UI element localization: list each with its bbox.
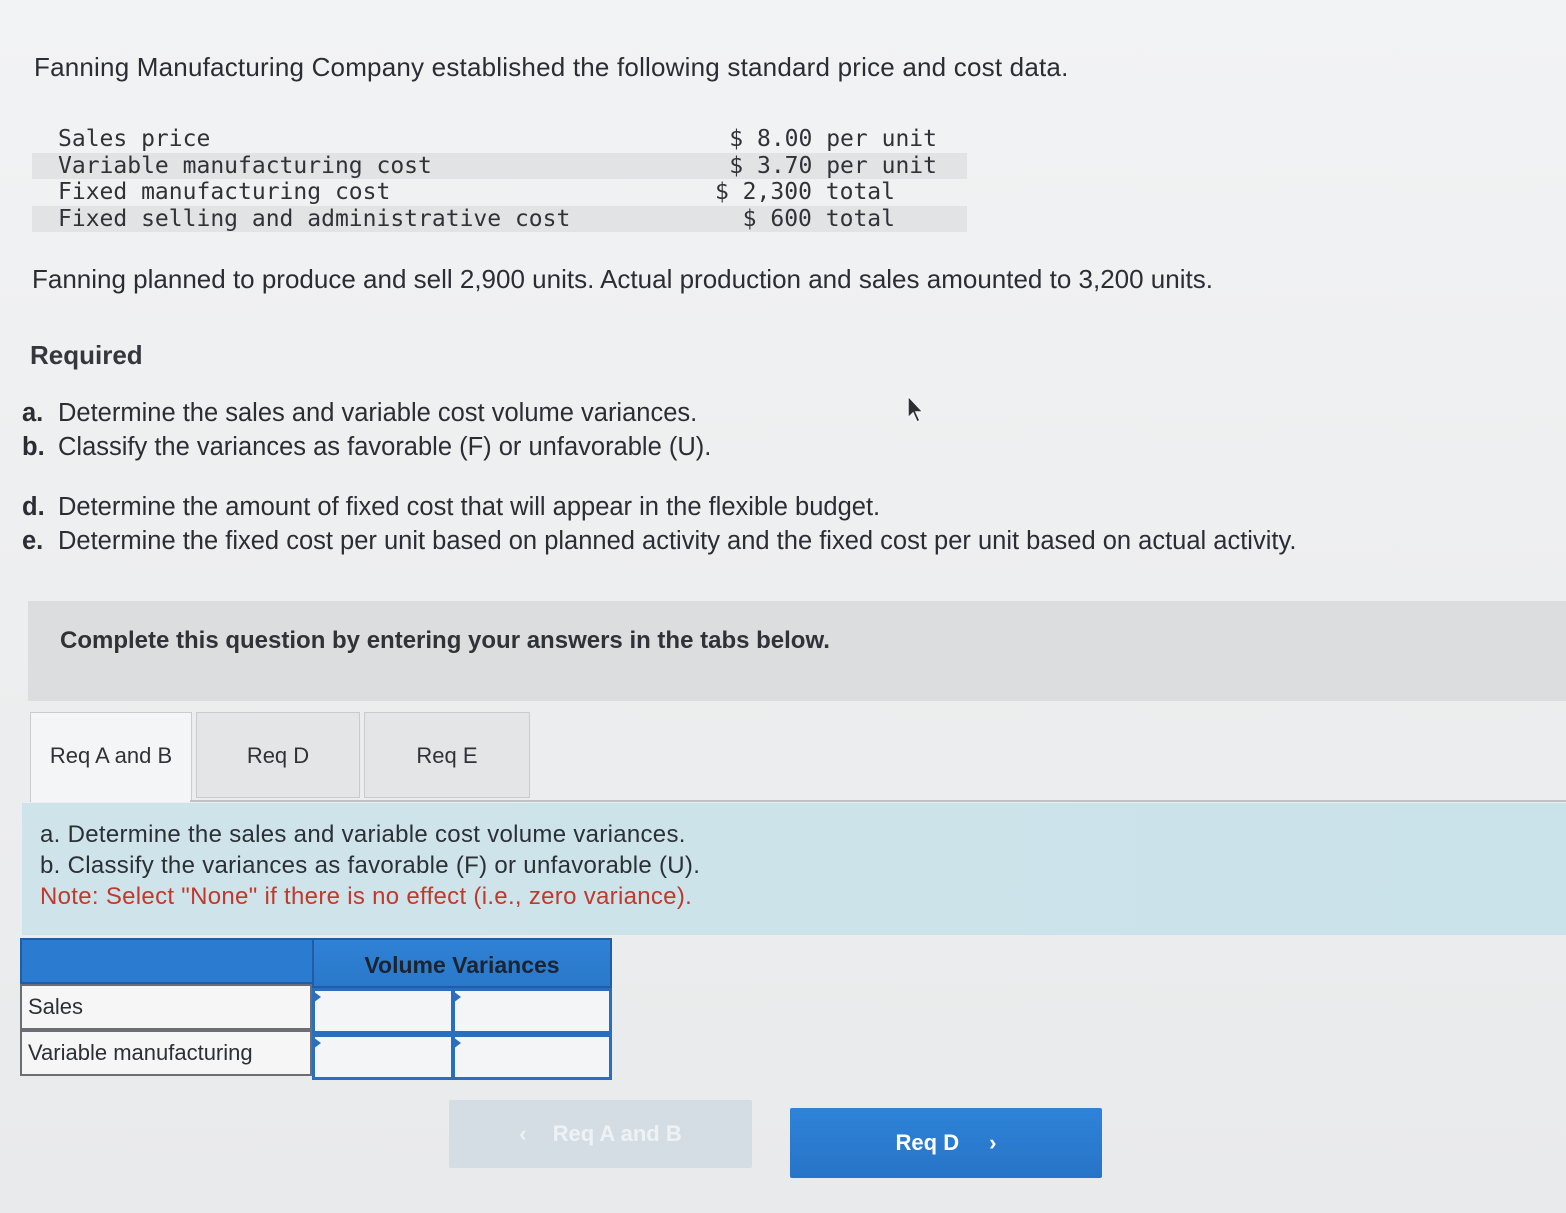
cost-label: Sales price: [58, 126, 211, 152]
next-button[interactable]: [790, 1108, 1102, 1178]
input-marker-icon: [453, 991, 461, 1003]
cost-value: $ 2,300 total: [714, 179, 895, 205]
cost-value: $ 8.00 per unit: [729, 126, 937, 152]
requirement-item: [22, 430, 711, 464]
requirement-text: Determine the sales and variable cost volume variances.: [58, 399, 698, 427]
row-label-sales: Sales: [20, 984, 312, 1030]
sales-variance-type-select[interactable]: [452, 988, 612, 1034]
next-button-label: Req D: [895, 1130, 960, 1155]
cost-row: [32, 179, 967, 206]
cost-label: Fixed selling and administrative cost: [58, 205, 571, 232]
input-marker-icon: [453, 1037, 461, 1049]
instruction-banner: [28, 601, 1566, 701]
instruction-line-a: a. Determine the sales and variable cost volume variances.: [40, 821, 686, 848]
cost-data-table: [32, 126, 967, 232]
tab-req-e[interactable]: Req E: [364, 712, 530, 798]
requirement-text: Determine the amount of fixed cost that will appear in the flexible budget.: [58, 493, 881, 521]
variable-manufacturing-variance-amount-input[interactable]: [312, 1034, 454, 1080]
tab-instructions: [22, 803, 1566, 935]
mouse-cursor-icon: [906, 394, 926, 429]
chevron-right-icon: ›: [989, 1130, 997, 1155]
requirement-text: Determine the fixed cost per unit based on planned activity and the fixed cost per unit based on actual activity.: [58, 527, 1297, 555]
requirement-letter: e.: [22, 527, 44, 555]
cost-label: Fixed manufacturing cost: [58, 179, 391, 205]
intro-text: Fanning Manufacturing Company established the following standard price and cost data.: [34, 52, 1069, 82]
prev-button-label: Req A and B: [552, 1121, 682, 1146]
cost-label: Variable manufacturing cost: [58, 152, 432, 179]
requirements-ab: [22, 396, 711, 464]
requirement-letter: d.: [22, 493, 45, 521]
table-header-blank: [20, 938, 314, 984]
planned-text: Fanning planned to produce and sell 2,900 units. Actual production and sales amounted to 3,200 units.: [32, 264, 1213, 294]
input-marker-icon: [313, 991, 321, 1003]
variable-manufacturing-variance-type-select[interactable]: [452, 1034, 612, 1080]
requirement-item: [22, 396, 711, 430]
sales-variance-amount-input[interactable]: [312, 988, 454, 1034]
input-marker-icon: [313, 1037, 321, 1049]
requirement-letter: b.: [22, 433, 45, 461]
requirements-de: [22, 490, 1296, 558]
chevron-left-icon: ‹: [519, 1121, 527, 1146]
tab-req-a-and-b[interactable]: Req A and B: [30, 712, 192, 802]
cost-value: $ 600 total: [742, 205, 895, 232]
tab-divider: [190, 800, 1566, 802]
cost-row: [32, 206, 967, 233]
cost-row: [32, 126, 967, 153]
cost-value: $ 3.70 per unit: [729, 152, 937, 179]
instruction-note: Note: Select "None" if there is no effect (i.e., zero variance).: [40, 883, 693, 910]
cost-row: [32, 153, 967, 180]
table-header-volume-variances: Volume Variances: [312, 938, 612, 988]
instruction-line-b: b. Classify the variances as favorable (F) or unfavorable (U).: [40, 852, 701, 879]
prev-button[interactable]: [449, 1100, 752, 1168]
requirement-letter: a.: [22, 399, 44, 427]
requirement-item: [22, 524, 1296, 558]
requirement-item: [22, 490, 1296, 524]
banner-text: Complete this question by entering your answers in the tabs below.: [60, 627, 830, 654]
requirement-text: Classify the variances as favorable (F) or unfavorable (U).: [58, 433, 712, 461]
tab-req-d[interactable]: Req D: [196, 712, 360, 798]
row-label-variable-manufacturing: Variable manufacturing: [20, 1030, 312, 1076]
required-heading: Required: [30, 340, 143, 370]
